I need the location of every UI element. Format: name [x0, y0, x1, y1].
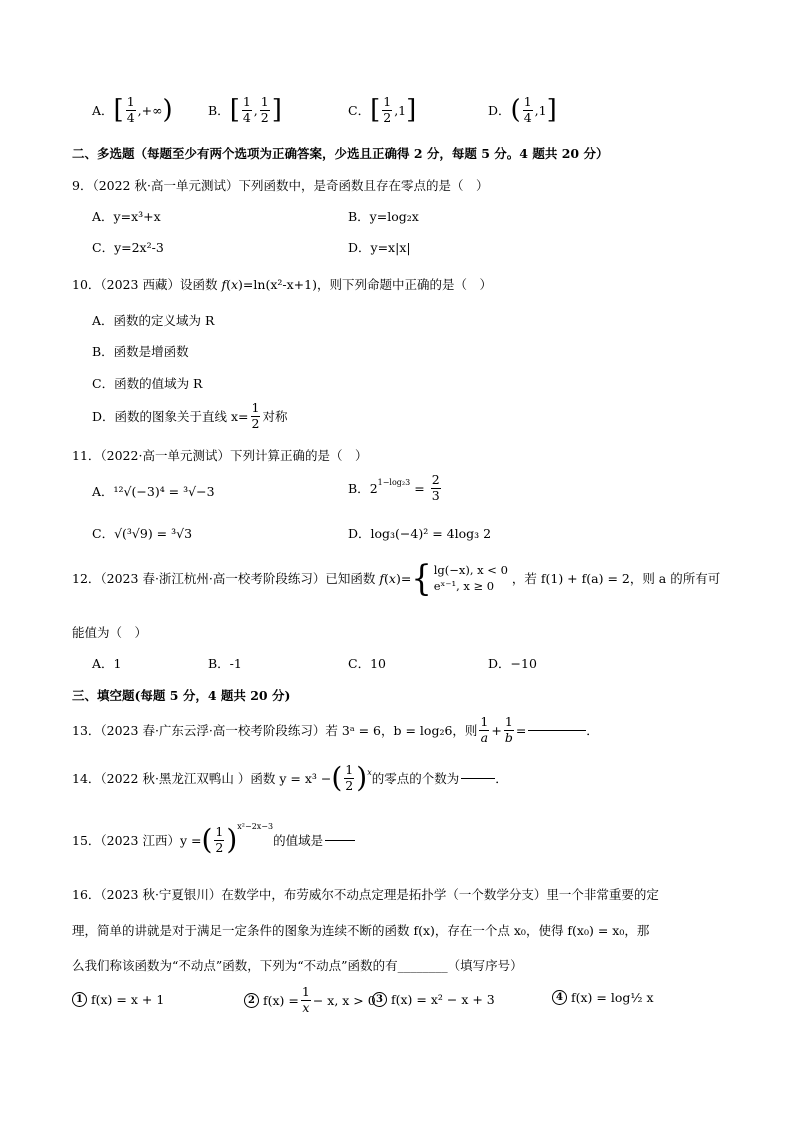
q16-line-3: 么我们称该函数为“不动点”函数，下列为“不动点”函数的有________（填写序号）	[72, 958, 523, 973]
q10-stem-pre: 10．（2023 西藏）设函数	[72, 277, 218, 292]
q12-stem-pre: 12．（2023 春·浙江杭州·高一校考阶段练习）已知函数	[72, 571, 376, 586]
numerator: 1	[504, 714, 513, 729]
fx-equals: f(x)=	[379, 570, 412, 586]
q10-stem: 10．（2023 西藏）设函数 f(x)=ln(x²-x+1)，则下列命题中正确的是（ ）	[72, 277, 492, 292]
option-label: C．	[348, 103, 371, 118]
q16-option-4-text: f(x) = log½ x	[571, 990, 654, 1005]
q10-option-d	[92, 402, 288, 430]
fraction	[504, 716, 514, 744]
numerator: 1	[215, 824, 224, 839]
q15-stem-post: 的值域是	[273, 833, 324, 848]
numerator: 1	[383, 94, 392, 109]
answer-blank[interactable]	[528, 730, 586, 731]
fraction	[382, 96, 392, 124]
numerator: 2	[431, 472, 440, 487]
numerator: 1	[126, 94, 135, 109]
q16-option-3	[372, 992, 495, 1007]
fraction	[301, 986, 311, 1014]
q11-stem: 11．（2022·高一单元测试）下列计算正确的是（ ）	[72, 448, 368, 463]
case-1: lg(−x), x < 0	[433, 563, 508, 577]
q11-option-b	[348, 474, 443, 502]
q8-option-c	[348, 96, 416, 124]
q11-option-d: D．log₃(−4)² = 4log₃ 2	[348, 526, 492, 541]
q9-option-d: D．y=x|x|	[348, 240, 411, 255]
q12-stem	[72, 557, 721, 599]
q15-stem	[72, 821, 355, 856]
option-label: B．	[208, 103, 230, 118]
q12-stem-post: ，若 f(1) + f(a) = 2，则 a 的所有可	[511, 571, 721, 586]
q16-option-2-post: − x, x > 0	[312, 992, 376, 1008]
denominator: 2	[251, 415, 260, 431]
q9-option-c: C．y=2x²-3	[92, 240, 164, 255]
q16-option-4	[552, 990, 654, 1005]
base: 2	[369, 480, 378, 496]
right-bracket: ]	[546, 95, 557, 125]
circled-number-4: 4	[552, 990, 567, 1005]
right-bracket: ]	[271, 95, 282, 125]
q16-line-1: 16．（2023 秋·宁夏银川）在数学中，布劳威尔不动点定理是拓扑学（一个数学分支）里一个非常重要的定	[72, 887, 659, 902]
q14-stem-post: 的零点的个数为	[371, 771, 460, 786]
q14-stem-pre: 14．（2022 秋·黑龙江双鸭山 ）函数 y = x³ −	[72, 771, 332, 786]
q9-option-b: B．y=log₂x	[348, 209, 419, 224]
q10-option-c: C．函数的值域为 R	[92, 376, 203, 391]
answer-blank[interactable]	[461, 778, 495, 779]
left-bracket: [	[229, 95, 240, 125]
q12-option-b: B．-1	[208, 656, 242, 671]
left-brace: {	[411, 557, 432, 599]
q12-option-d: D．−10	[488, 656, 537, 671]
q16-option-1	[72, 992, 164, 1007]
function-fx: f	[221, 277, 227, 292]
interval-right: ,1	[394, 102, 407, 118]
numerator: 1	[251, 400, 260, 415]
q16-option-2-pre: f(x) =	[263, 992, 299, 1008]
q10-option-d-pre: D．函数的图象关于直线 x=	[92, 409, 249, 424]
q13-stem-pre: 13．（2023 春·广东云浮·高一校考阶段练习）若 3ᵃ = 6，b = log₂6，则	[72, 723, 478, 738]
q14-stem: 14．（2022 秋·黑龙江双鸭山 ）函数 y = x³ − ( $\frac{1}{2}$ ) x 的零点的个数为 ．	[72, 761, 508, 794]
q11-option-c: C．√(³√9) = ³√3	[92, 526, 193, 541]
circled-number-2: 2	[244, 993, 259, 1008]
option-label: B．	[348, 481, 370, 496]
right-bracket: ]	[406, 95, 417, 125]
q16-option-2	[244, 986, 376, 1014]
fraction	[126, 96, 136, 124]
denominator: 4	[242, 109, 251, 125]
option-label: A．	[92, 103, 114, 118]
exponent-x: x	[367, 767, 372, 777]
numerator: 1	[480, 714, 489, 729]
left-paren: (	[510, 95, 521, 125]
denominator: 2	[260, 109, 269, 125]
left-paren: (	[331, 761, 343, 794]
section-3-title: 三、填空题(每题 5 分，4 题共 20 分)	[72, 688, 291, 703]
fraction	[214, 826, 224, 854]
variable-x: x	[230, 277, 239, 292]
denominator: 4	[523, 109, 532, 125]
q16-option-1-text: f(x) = x + 1	[91, 992, 165, 1007]
numerator: 1	[301, 984, 310, 999]
numerator: 1	[242, 94, 251, 109]
q11-option-a: A．¹²√(−3)⁴ = ³√−3	[92, 484, 215, 499]
numerator: 1	[345, 762, 354, 777]
numerator: 1	[260, 94, 269, 109]
right-paren: )	[356, 761, 368, 794]
fraction	[242, 96, 252, 124]
q16-line-2: 理，简单的讲就是对于满足一定条件的图象为连续不断的函数 f(x)，存在一个点 x₀，使得 f(x₀) = x₀，那	[72, 923, 650, 938]
denominator: 2	[383, 109, 392, 125]
case-2: eˣ⁻¹, x ≥ 0	[433, 579, 495, 593]
fraction	[344, 764, 354, 792]
answer-blank[interactable]	[325, 840, 355, 841]
q10-option-b: B．函数是增函数	[92, 344, 189, 359]
q10-option-a: A．函数的定义域为 R	[92, 313, 215, 328]
q16-option-3-text: f(x) = x² − x + 3	[391, 992, 495, 1007]
denominator: 2	[215, 839, 224, 855]
equals: =	[414, 480, 425, 496]
denominator: b	[504, 729, 513, 745]
left-paren: (	[201, 823, 213, 856]
right-paren: )	[226, 823, 238, 856]
q13-stem-post: =	[515, 722, 527, 738]
q9-stem: 9．（2022 秋·高一单元测试）下列函数中，是奇函数且存在零点的是（ ）	[72, 178, 489, 193]
q8-option-d	[488, 96, 557, 124]
q13-stem: 13．（2023 春·广东云浮·高一校考阶段练习）若 3ᵃ = 6，b = log₂6，则 $\frac{1}{a}$ + $\frac{1}{b}$ = ．	[72, 714, 599, 745]
option-label: D．	[488, 103, 511, 118]
denominator: a	[480, 729, 489, 745]
q10-stem-post: =ln(x²-x+1)，则下列命题中正确的是（ ）	[242, 277, 492, 292]
fraction	[251, 402, 261, 430]
q10-option-d-post: 对称	[262, 409, 288, 424]
fraction	[523, 96, 533, 124]
fraction	[479, 716, 489, 744]
denominator: 2	[345, 777, 354, 793]
q12-option-a: A．1	[92, 656, 122, 671]
piecewise-cases	[434, 562, 508, 594]
q12-option-c: C．10	[348, 656, 386, 671]
denominator: 3	[431, 487, 440, 503]
exponent: 1−log₂3	[377, 477, 411, 487]
denominator: 4	[126, 109, 135, 125]
q8-option-b: B． [ $\frac{1}{4}$ , $\frac{1}{2}$ ]	[208, 94, 282, 125]
fraction	[260, 96, 270, 124]
interval-right: ,1	[534, 102, 547, 118]
fraction	[431, 474, 441, 502]
right-paren: )	[162, 95, 173, 125]
q15-stem-pre: 15．（2023 江西）y =	[72, 833, 202, 848]
numerator: 1	[523, 94, 532, 109]
circled-number-1: 1	[72, 992, 87, 1007]
q9-option-a: A．y=x³+x	[92, 209, 161, 224]
circled-number-3: 3	[372, 992, 387, 1007]
left-bracket: [	[113, 95, 124, 125]
q8-option-a	[92, 96, 173, 124]
left-bracket: [	[370, 95, 381, 125]
q12-stem-cont: 能值为（ ）	[72, 625, 148, 640]
denominator: x	[302, 999, 310, 1015]
section-2-title: 二、多选题（每题至少有两个选项为正确答案，少选且正确得 2 分，每题 5 分。4 题共 20 分）	[72, 146, 609, 161]
exponent: x²−2x−3	[237, 821, 274, 831]
interval-right: ,+∞	[137, 102, 163, 118]
